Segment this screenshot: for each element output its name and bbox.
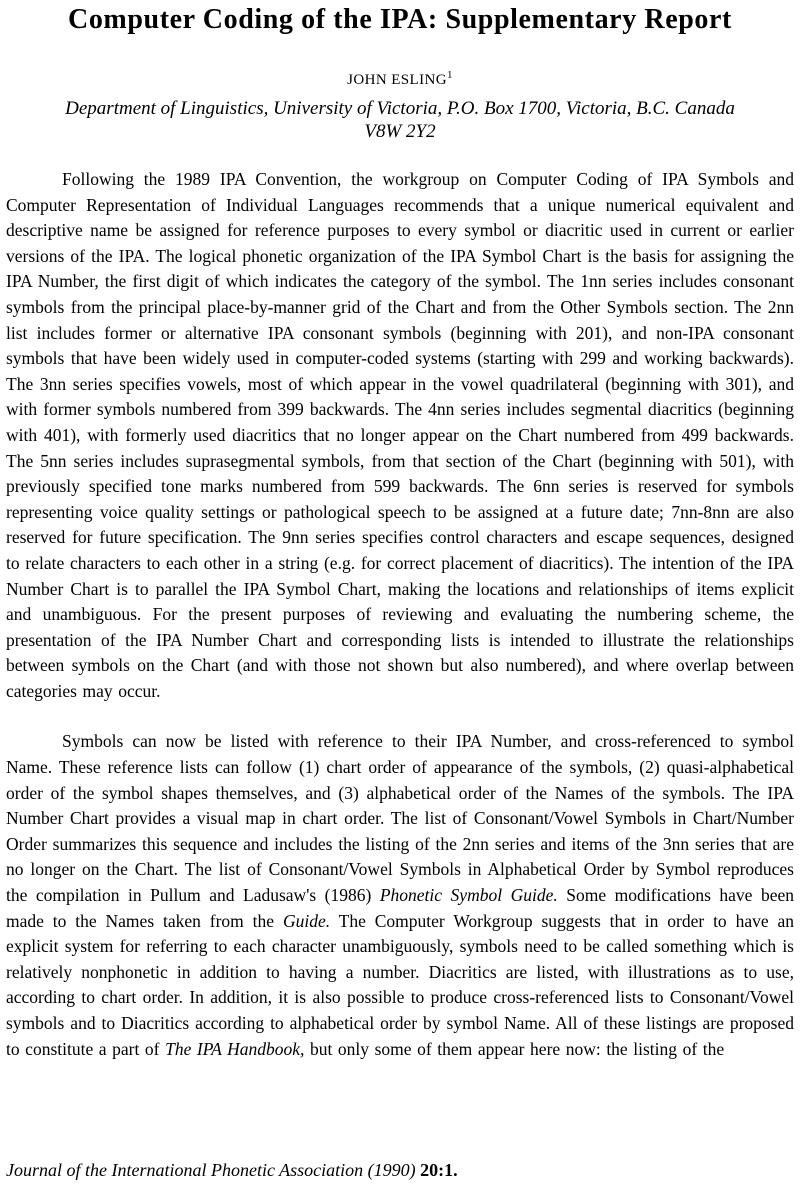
author-name: JOHN ESLING [347,72,447,88]
text-segment: The IPA Handbook, [165,1038,305,1059]
author-footnote-marker: 1 [446,69,453,81]
paper-title: Computer Coding of the IPA: Supplementary Report [68,4,732,35]
affiliation-line-2: V8W 2Y2 [364,121,436,142]
journal-footer [6,1159,794,1181]
text-segment: but only some of them appear here now: the listing of the [304,1038,725,1059]
text-segment: Some modifications have been made to the Names taken from the [6,885,794,931]
text-segment: The Computer Workgroup suggests that in order to have an explicit system for referring to each character unambiguously, symbols need to be called something which is relatively nonphonetic in addition to having a number. Diacritics are listed, with illustrations as to use, according to chart order. In addition, it is also possible to produce cross-referenced lists to Consonant/Vowel symbols and to Diacritics according to alphabetical order by symbol Name. All of these listings are proposed to constitute a part of [6,910,794,1059]
author-line [6,66,794,89]
text-segment: Guide. [282,910,331,931]
paragraph-2 [6,729,794,1062]
affiliation-line-1: Department of Linguistics, University of Victoria, P.O. Box 1700, Victoria, B.C. Canada [65,98,735,119]
text-segment: Symbols can now be listed with reference to their IPA Number, and cross-referenced to symbol Name. These reference lists can follow (1) chart order of appearance of the symbols, (2) quasi-alphabetical order of the symbol shapes themselves, and (3) alphabetical order of the Names of the symbols. The IPA Number Chart provides a visual map in chart order. The list of Consonant/Vowel Symbols in Chart/Number Order summarizes this sequence and includes the listing of the 2nn series and items of the 3nn series that are no longer on the Chart. The list of Consonant/Vowel Symbols in Alphabetical Order by Symbol reproduces the compilation in Pullum and Ladusaw's (1986) [6,731,794,906]
text-segment: Phonetic Symbol Guide. [379,885,558,906]
text-segment: Journal of the International Phonetic Association (1990) [6,1160,421,1180]
text-segment: 20:1. [420,1160,458,1180]
paragraph-1: Following the 1989 IPA Convention, the workgroup on Computer Coding of IPA Symbols and Computer Representation of Individual Languages recommends that a unique numerical equivalent and descriptive name be assigned for reference purposes to every symbol or diacritic used in current or earlier versions of the IPA. The logical phonetic organization of the IPA Symbol Chart is the basis for assigning the IPA Number, the first digit of which indicates the category of the symbol. The 1nn series includes consonant symbols from the principal place-by-manner grid of the Chart and from the Other Symbols section. The 2nn list includes former or alternative IPA consonant symbols (beginning with 201), and non-IPA consonant symbols that have been widely used in computer-coded systems (starting with 299 and working backwards). The 3nn series specifies vowels, most of which appear in the vowel quadrilateral (beginning with 301), and with former symbols numbered from 399 backwards. The 4nn series includes segmental diacritics (beginning with 401), with formerly used diacritics that no longer appear on the Chart numbered from 499 backwards. The 5nn series includes suprasegmental symbols, from that section of the Chart (beginning with 501), with previously specified tone marks numbered from 599 backwards. The 6nn series is reserved for symbols representing voice quality settings or pathological speech to be assigned at a future date; 7nn-8nn are also reserved for future specification. The 9nn series specifies control characters and escape sequences, designed to relate characters to each other in a string (e.g. for correct placement of diacritics). The intention of the IPA Number Chart is to parallel the IPA Symbol Chart, making the locations and relationships of items explicit and unambiguous. For the present purposes of reviewing and evaluating the numbering scheme, the presentation of the IPA Number Chart and corresponding lists is intended to illustrate the relationships between symbols on the Chart (and with those not shown but also numbered), and where overlap between categories may occur. [6,169,794,701]
affiliation [6,97,794,143]
